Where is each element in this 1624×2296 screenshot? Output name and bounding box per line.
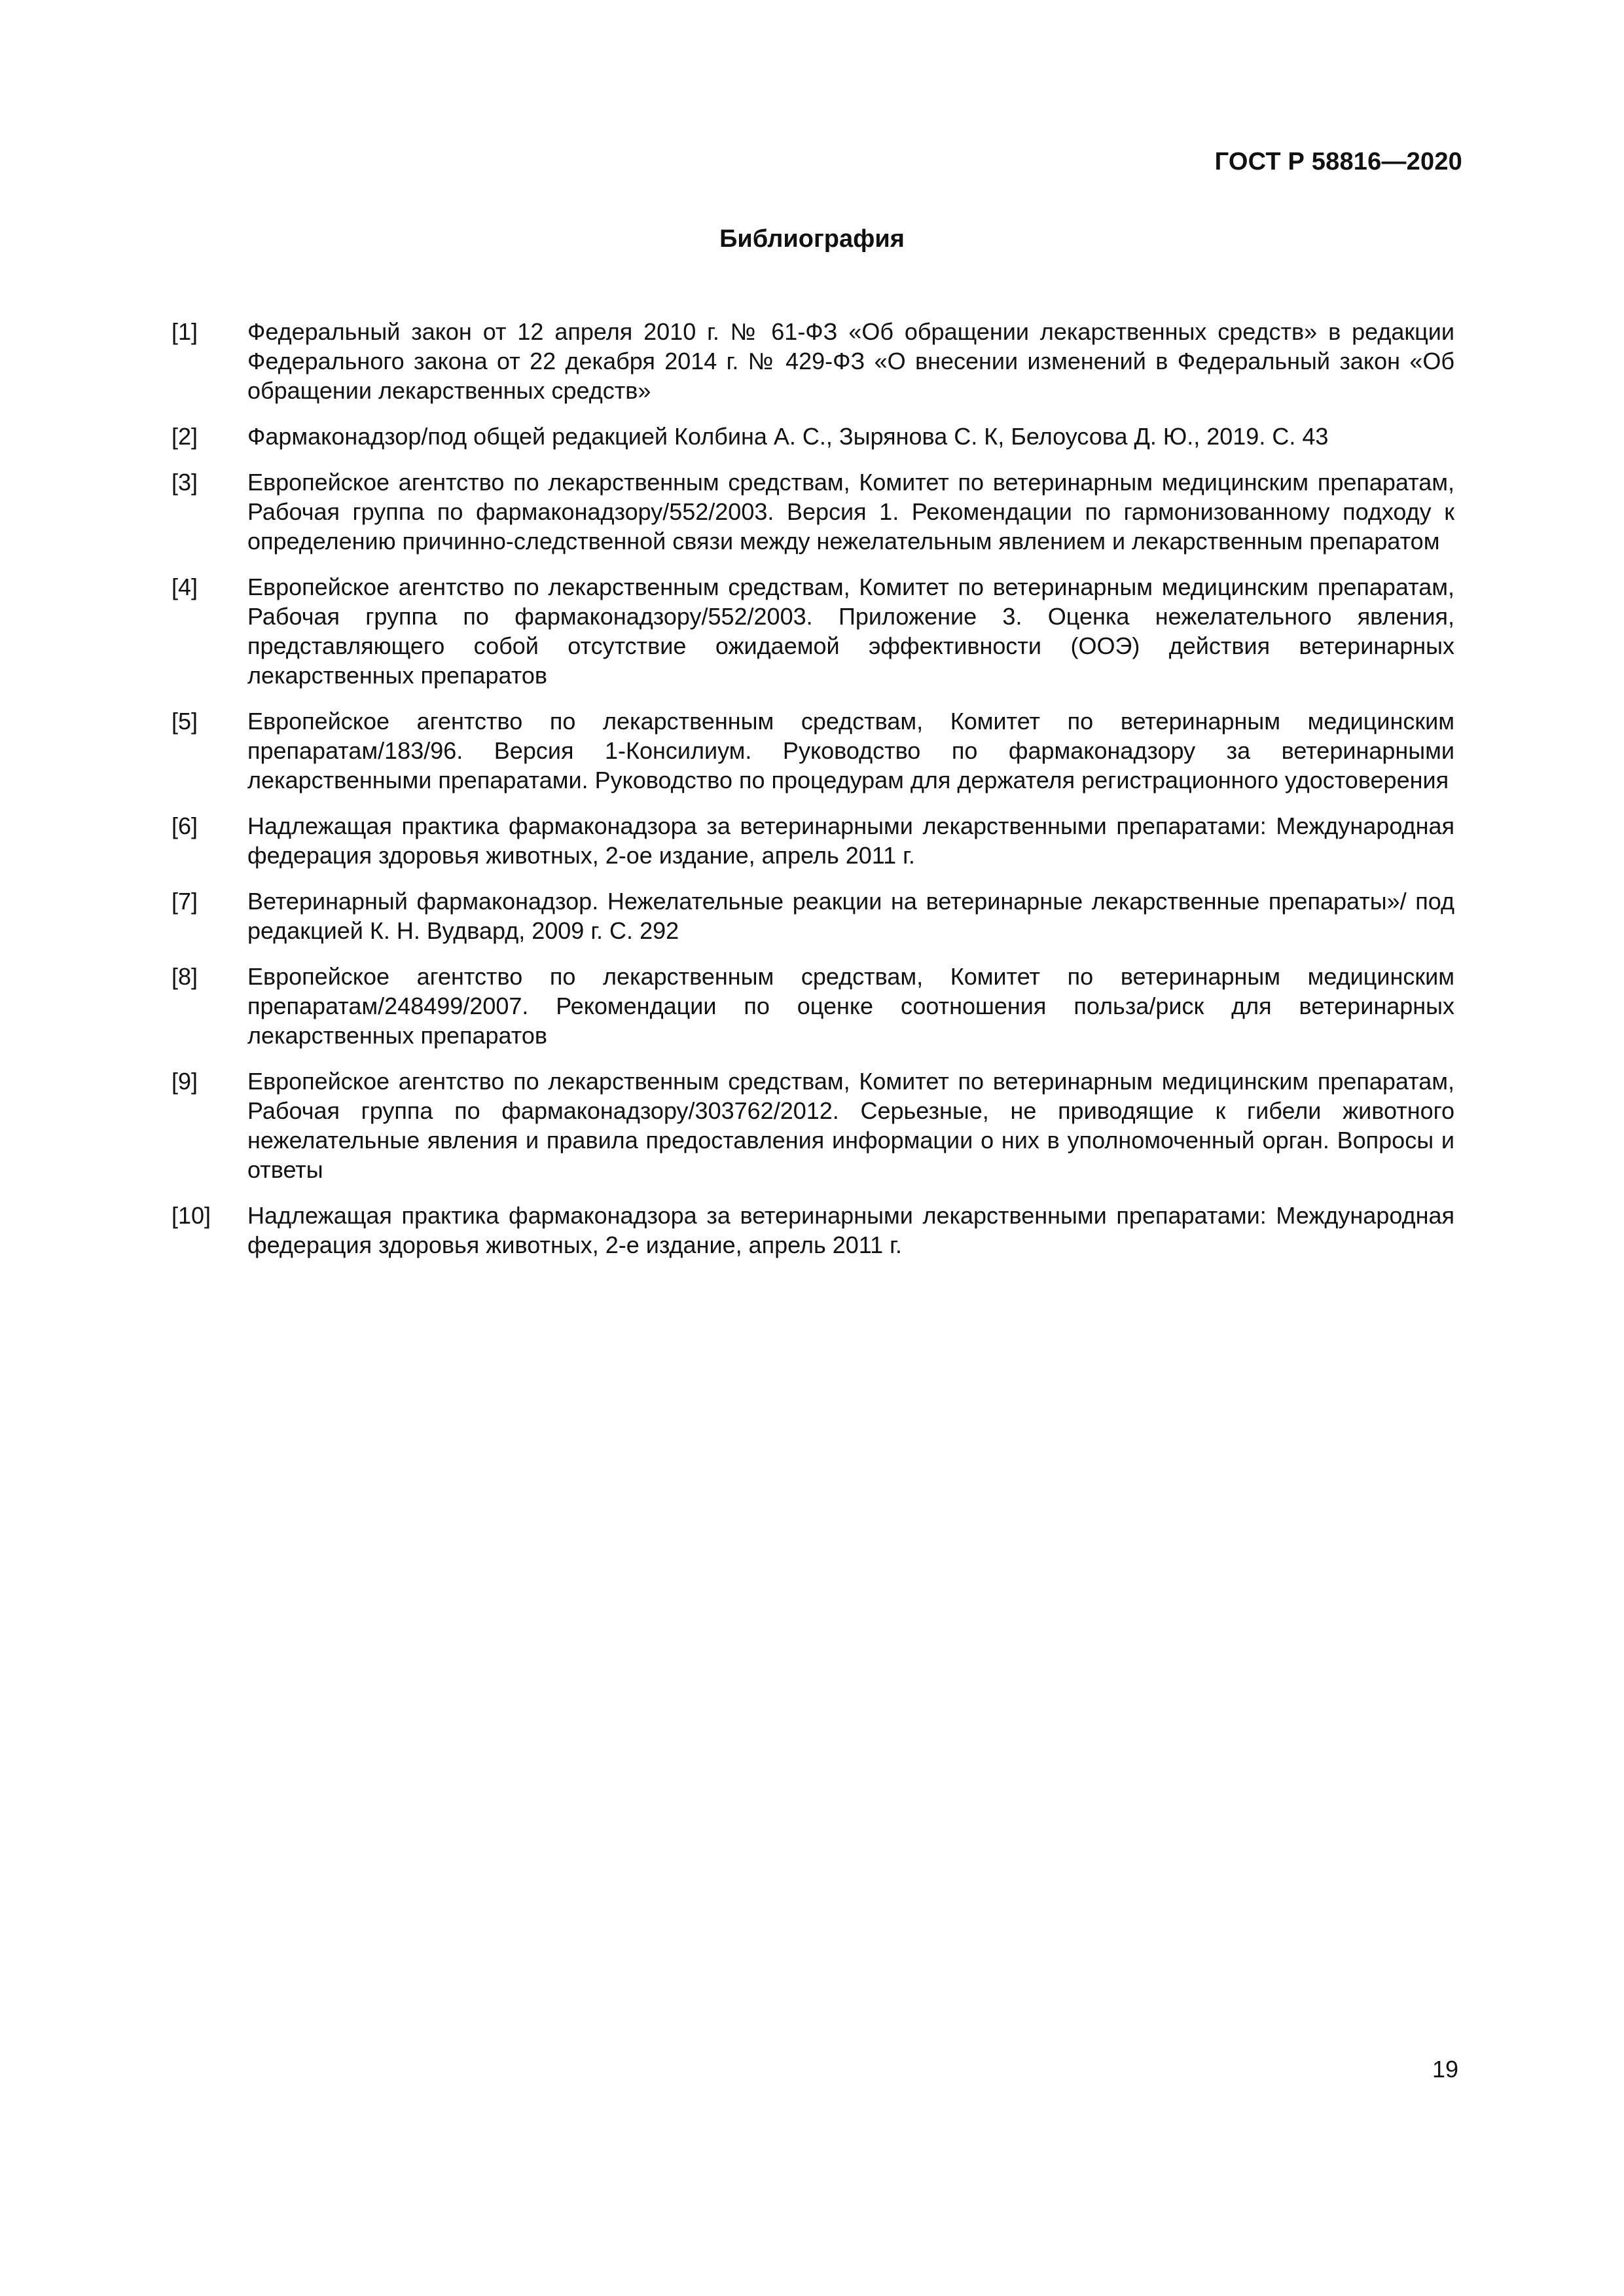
bibliography-list [171,317,1454,1276]
bibliography-entry [171,886,1454,945]
bibliography-entry [171,422,1454,451]
entry-number: [5] [171,708,198,735]
entry-text: Европейское агентство по лекарственным средствам, Комитет по ветеринарным медицинским препаратам, Рабочая группа по фармаконадзору/303762/2012. Серьезные, не приводящие к гибели животного нежелательные явления и правила предоставления информации о них в уполномоченный орган. Вопросы и ответы [247,1068,1454,1183]
entry-number: [2] [171,423,198,450]
entry-text: Надлежащая практика фармаконадзора за ветеринарными лекарственными препаратами: Международная федерация здоровья животных, 2-е издание, апрель 2011 г. [247,1202,1454,1258]
bibliography-entry [171,1066,1454,1184]
entry-number: [10] [171,1202,211,1229]
bibliography-entry [171,467,1454,556]
entry-text: Надлежащая практика фармаконадзора за ветеринарными лекарственными препаратами: Международная федерация здоровья животных, 2-ое издание, апрель 2011 г. [247,812,1454,869]
page-number: 19 [1432,2056,1458,2083]
entry-text: Ветеринарный фармаконадзор. Нежелательные реакции на ветеринарные лекарственные препараты»/ под редакцией К. Н. Вудвард, 2009 г. С. 292 [247,888,1454,944]
entry-text: Европейское агентство по лекарственным средствам, Комитет по ветеринарным медицинским препаратам/248499/2007. Рекомендации по оценке соотношения польза/риск для ветеринарных лекарственных препаратов [247,963,1454,1049]
entry-number: [8] [171,963,198,990]
entry-text: Европейское агентство по лекарственным средствам, Комитет по ветеринарным медицинским препаратам, Рабочая группа по фармаконадзору/552/2003. Версия 1. Рекомендации по гармонизованному подходу к определению причинно-следственной связи между нежелательным явлением и лекарственным препаратом [247,469,1454,555]
entry-number: [7] [171,888,198,915]
bibliography-entry [171,317,1454,405]
entry-number: [9] [171,1068,198,1095]
entry-text: Европейское агентство по лекарственным средствам, Комитет по ветеринарным медицинским препаратам/183/96. Версия 1-Консилиум. Руководство по фармаконадзору за ветеринарными лекарственными препаратами. Руководство по процедурам для держателя регистрационного удостоверения [247,708,1454,793]
bibliography-entry [171,811,1454,870]
page-title: Библиография [719,225,905,253]
entry-text: Европейское агентство по лекарственным средствам, Комитет по ветеринарным медицинским препаратам, Рабочая группа по фармаконадзору/552/2003. Приложение 3. Оценка нежелательного явления, представляющего собой отсутствие ожидаемой эффективности (ООЭ) действия ветеринарных лекарственных препаратов [247,574,1454,689]
bibliography-entry [171,1201,1454,1260]
entry-number: [6] [171,812,198,839]
bibliography-entry [171,962,1454,1050]
bibliography-entry [171,572,1454,690]
entry-number: [1] [171,318,198,345]
entry-number: [3] [171,469,198,496]
entry-text: Фармаконадзор/под общей редакцией Колбина А. С., Зырянова С. К, Белоусова Д. Ю., 2019. С. 43 [247,423,1329,450]
entry-text: Федеральный закон от 12 апреля 2010 г. № 61-ФЗ «Об обращении лекарственных средств» в редакции Федерального закона от 22 декабря 2014 г. № 429-ФЗ «О внесении изменений в Федеральный закон «Об обращении лекарственных средств» [247,318,1454,404]
document-code: ГОСТ Р 58816—2020 [1214,148,1462,175]
entry-number: [4] [171,574,198,600]
bibliography-entry [171,706,1454,795]
